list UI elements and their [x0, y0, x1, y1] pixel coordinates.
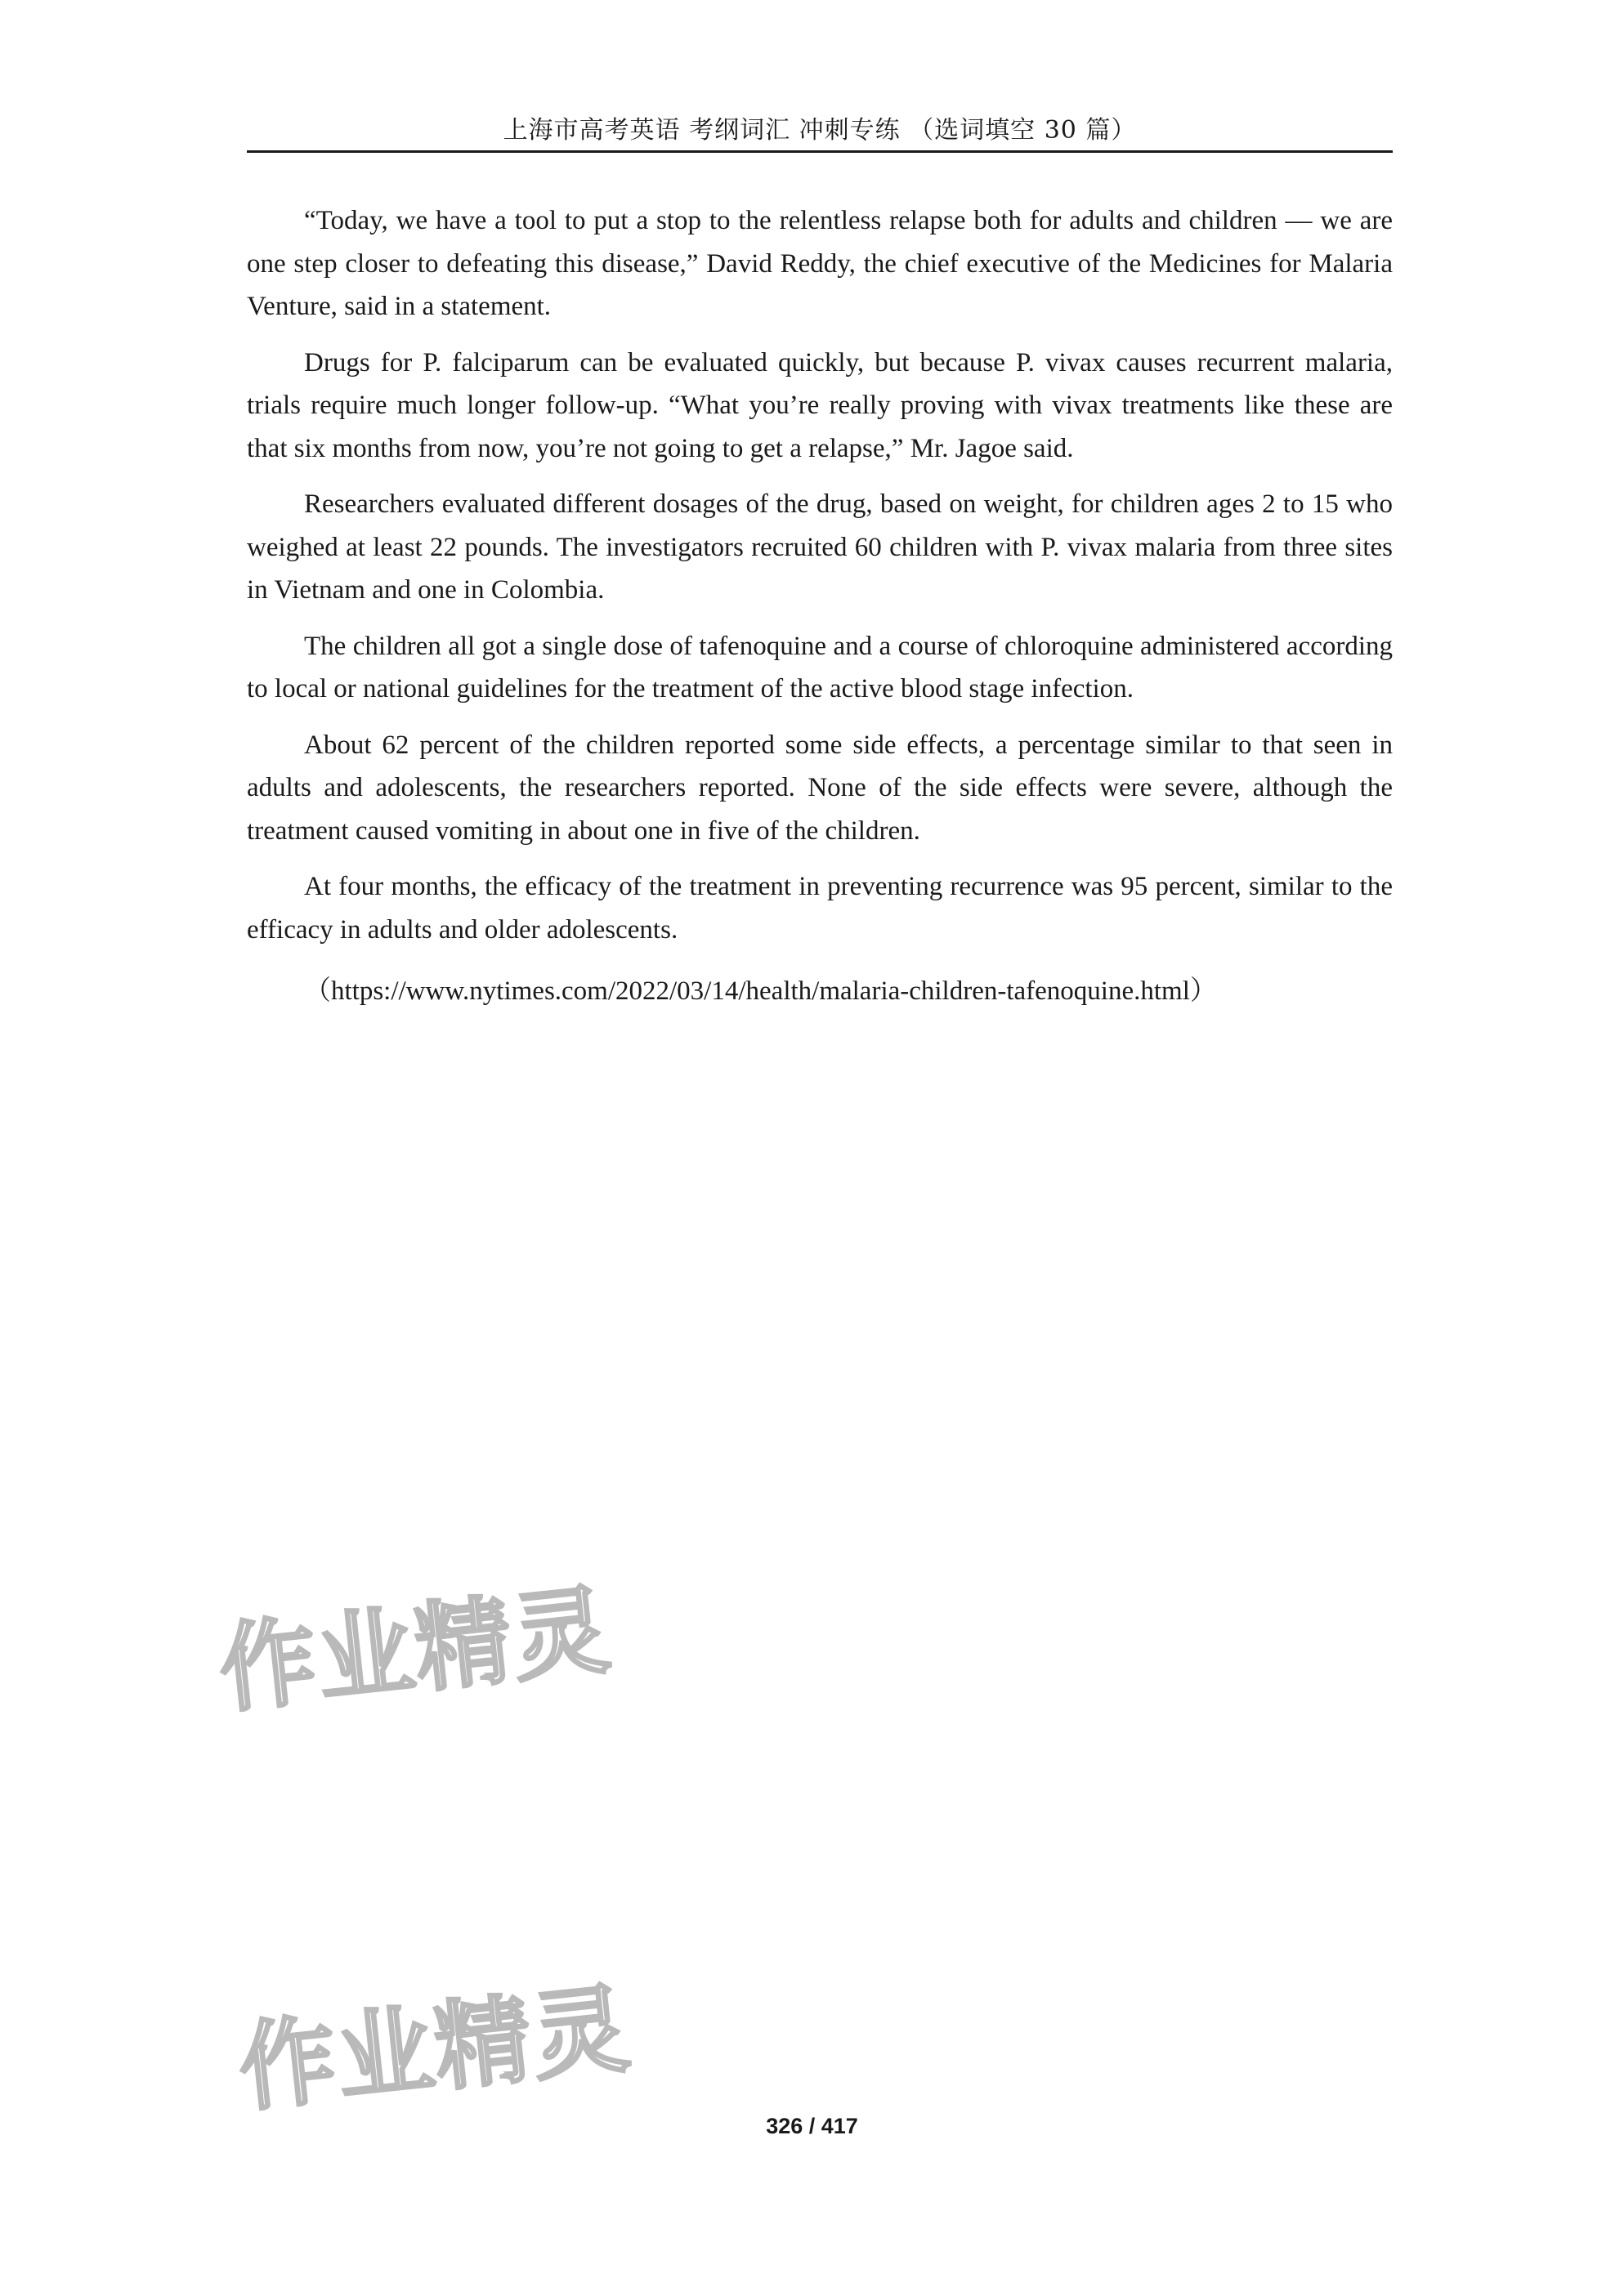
paragraph: “Today, we have a tool to put a stop to the relentless relapse both for adults and children — we are one step closer to defeating this disease,” David Reddy, the chief executive of the Medicines for Malaria Venture, said in a statement. [247, 206, 1393, 321]
paragraph: Drugs for P. falciparum can be evaluated quickly, but because P. vivax causes recurrent malaria, trials require much longer follow-up. “What you’re really proving with vivax treatments like these are that six months from now, you’re not going to get a relapse,” Mr. Jagoe said. [247, 347, 1393, 463]
header-divider [247, 150, 1393, 153]
paragraph: At four months, the efficacy of the treatment in preventing recurrence was 95 percent, similar to the efficacy in adults and older adolescents. [247, 872, 1393, 945]
paragraph: About 62 percent of the children reported some side effects, a percentage similar to that seen in adults and adolescents, the researchers reported. None of the side effects were severe, although the treatment caused vomiting in about one in five of the children. [247, 730, 1393, 846]
page-header-title: 上海市高考英语 考纲词汇 冲刺专练 （选词填空 30 篇） [503, 116, 1137, 145]
source-citation: （https://www.nytimes.com/2022/03/14/health/malaria-children-tafenoquine.html） [304, 976, 1217, 1006]
article-body [247, 199, 1393, 964]
watermark: 作业精灵 [214, 1573, 616, 1726]
paragraph: Researchers evaluated different dosages of the drug, based on weight, for children ages 2 to 15 who weighed at least 22 pounds. The investigators recruited 60 children with P. vivax malaria from three sites in Vietnam and one in Colombia. [247, 489, 1393, 605]
page-number: 326 / 417 [766, 2114, 858, 2138]
paragraph: The children all got a single dose of tafenoquine and a course of chloroquine administered according to local or national guidelines for the treatment of the active blood stage infection. [247, 631, 1393, 704]
watermark: 作业精灵 [234, 1972, 636, 2125]
